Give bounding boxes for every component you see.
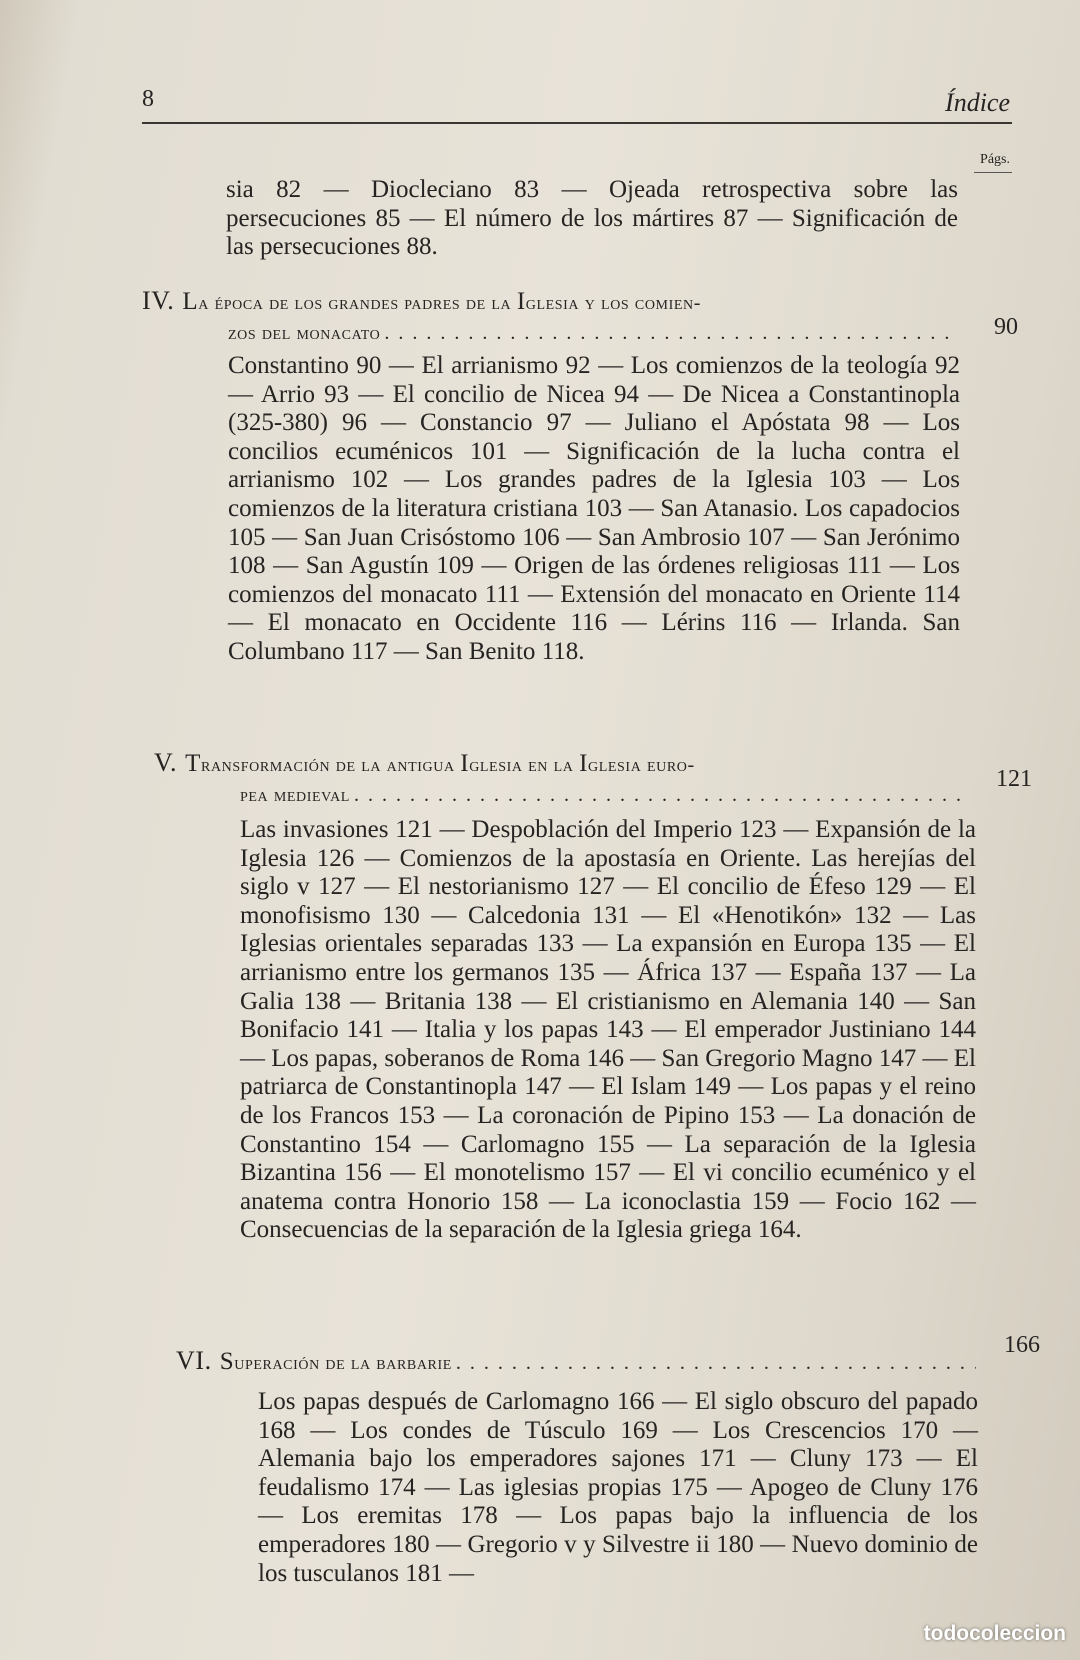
chapter-iv-summary: Constantino 90 — El arrianismo 92 — Los comienzos de la teología 92 — Arrio 93 — El concilio de Nicea 94 — De Nicea a Constantinopla (325-380) 96 — Constancio 97 — Juliano el Apóstata 98 — Los concilios ecuménicos 101 — Significación de la lucha contra el arrianismo 102 — Los grandes padres de la Iglesia 103 — Los comienzos de la literatura cristiana 103 — San Atanasio. Los capadocios 105 — San Juan Crisóstomo 106 — San Ambrosio 107 — San Jerónimo 108 — San Agustín 109 — Origen de las órdenes religiosas 111 — Los comienzos del monacato 111 — Extensión del monacato en Oriente 114 — El monacato en Occidente 116 — Lérins 116 — Irlanda. San Columbano 117 — San Benito 118. [228, 352, 960, 665]
chapter-v-title: V. Transformación de la antigua Iglesia en la Iglesia euro- pea medieval . . . [154, 748, 970, 810]
chapter-v-roman: V. [154, 748, 178, 777]
running-head-title: Índice [945, 88, 1010, 117]
continuation-paragraph: sia 82 — Diocleciano 83 — Ojeada retrospectiva sobre las persecuciones 85 — El número de los mártires 87 — Significación de las persecuciones 88. [226, 176, 958, 261]
chapter-vi-page: 166 [1004, 1332, 1040, 1358]
chapter-v-summary: Las invasiones 121 — Despoblación del Imperio 123 — Expansión de la Iglesia 126 — Comienzos de la apostasía en Oriente. Las herejías del siglo v 127 — El nestorianismo 127 — El concilio de Éfeso 129 — El monofisismo 130 — Calcedonia 131 — El «Henotikón» 132 — Las Iglesias orientales separadas 133 — La expansión en Europa 135 — El arrianismo entre los germanos 135 — África 137 — España 137 — La Galia 138 — Britania 138 — El cristianismo en Alemania 140 — San Bonifacio 141 — Italia y los papas 143 — El emperador Justiniano 144 — Los papas, soberanos de Roma 146 — San Gregorio Magno 147 — El patriarca de Constantinopla 147 — El Islam 149 — Los papas y el reino de los Francos 153 — La coronación de Pipino 153 — La donación de Constantino 154 — Carlomagno 155 — La separación de la Iglesia Bizantina 156 — El monotelismo 157 — El vi concilio ecuménico y el anatema contra Honorio 158 — La iconoclastia 159 — Focio 162 — Consecuencias de la separación de la Iglesia griega 164. [240, 816, 976, 1244]
page-number: 8 [142, 86, 154, 112]
header-rule [142, 122, 1012, 124]
chapter-vi-summary: Los papas después de Carlomagno 166 — El siglo obscuro del papado 168 — Los condes de Túsculo 169 — Los Crescencios 170 — Alemania bajo los emperadores sajones 171 — Cluny 173 — El feudalismo 174 — Las iglesias propias 175 — Apogeo de Cluny 176 — Los eremitas 178 — Los papas bajo la influencia de los emperadores 180 — Gregorio v y Silvestre ii 180 — Nuevo dominio de los tusculanos 181 — [258, 1388, 978, 1587]
chapter-v-page: 121 [996, 766, 1032, 792]
pags-underline [974, 172, 1012, 173]
chapter-vi-roman: VI. [176, 1346, 212, 1375]
chapter-iv-page: 90 [994, 314, 1018, 340]
watermark: todocoleccion [923, 1622, 1066, 1645]
pags-label: Págs. [980, 152, 1010, 167]
chapter-vi-title: VI. Superación de la barbarie . . . [176, 1346, 976, 1378]
chapter-iv-roman: IV. [142, 286, 175, 315]
chapter-iv-title: IV. La época de los grandes padres de la Iglesia y los comien- zos del monacato . . . [142, 286, 958, 348]
